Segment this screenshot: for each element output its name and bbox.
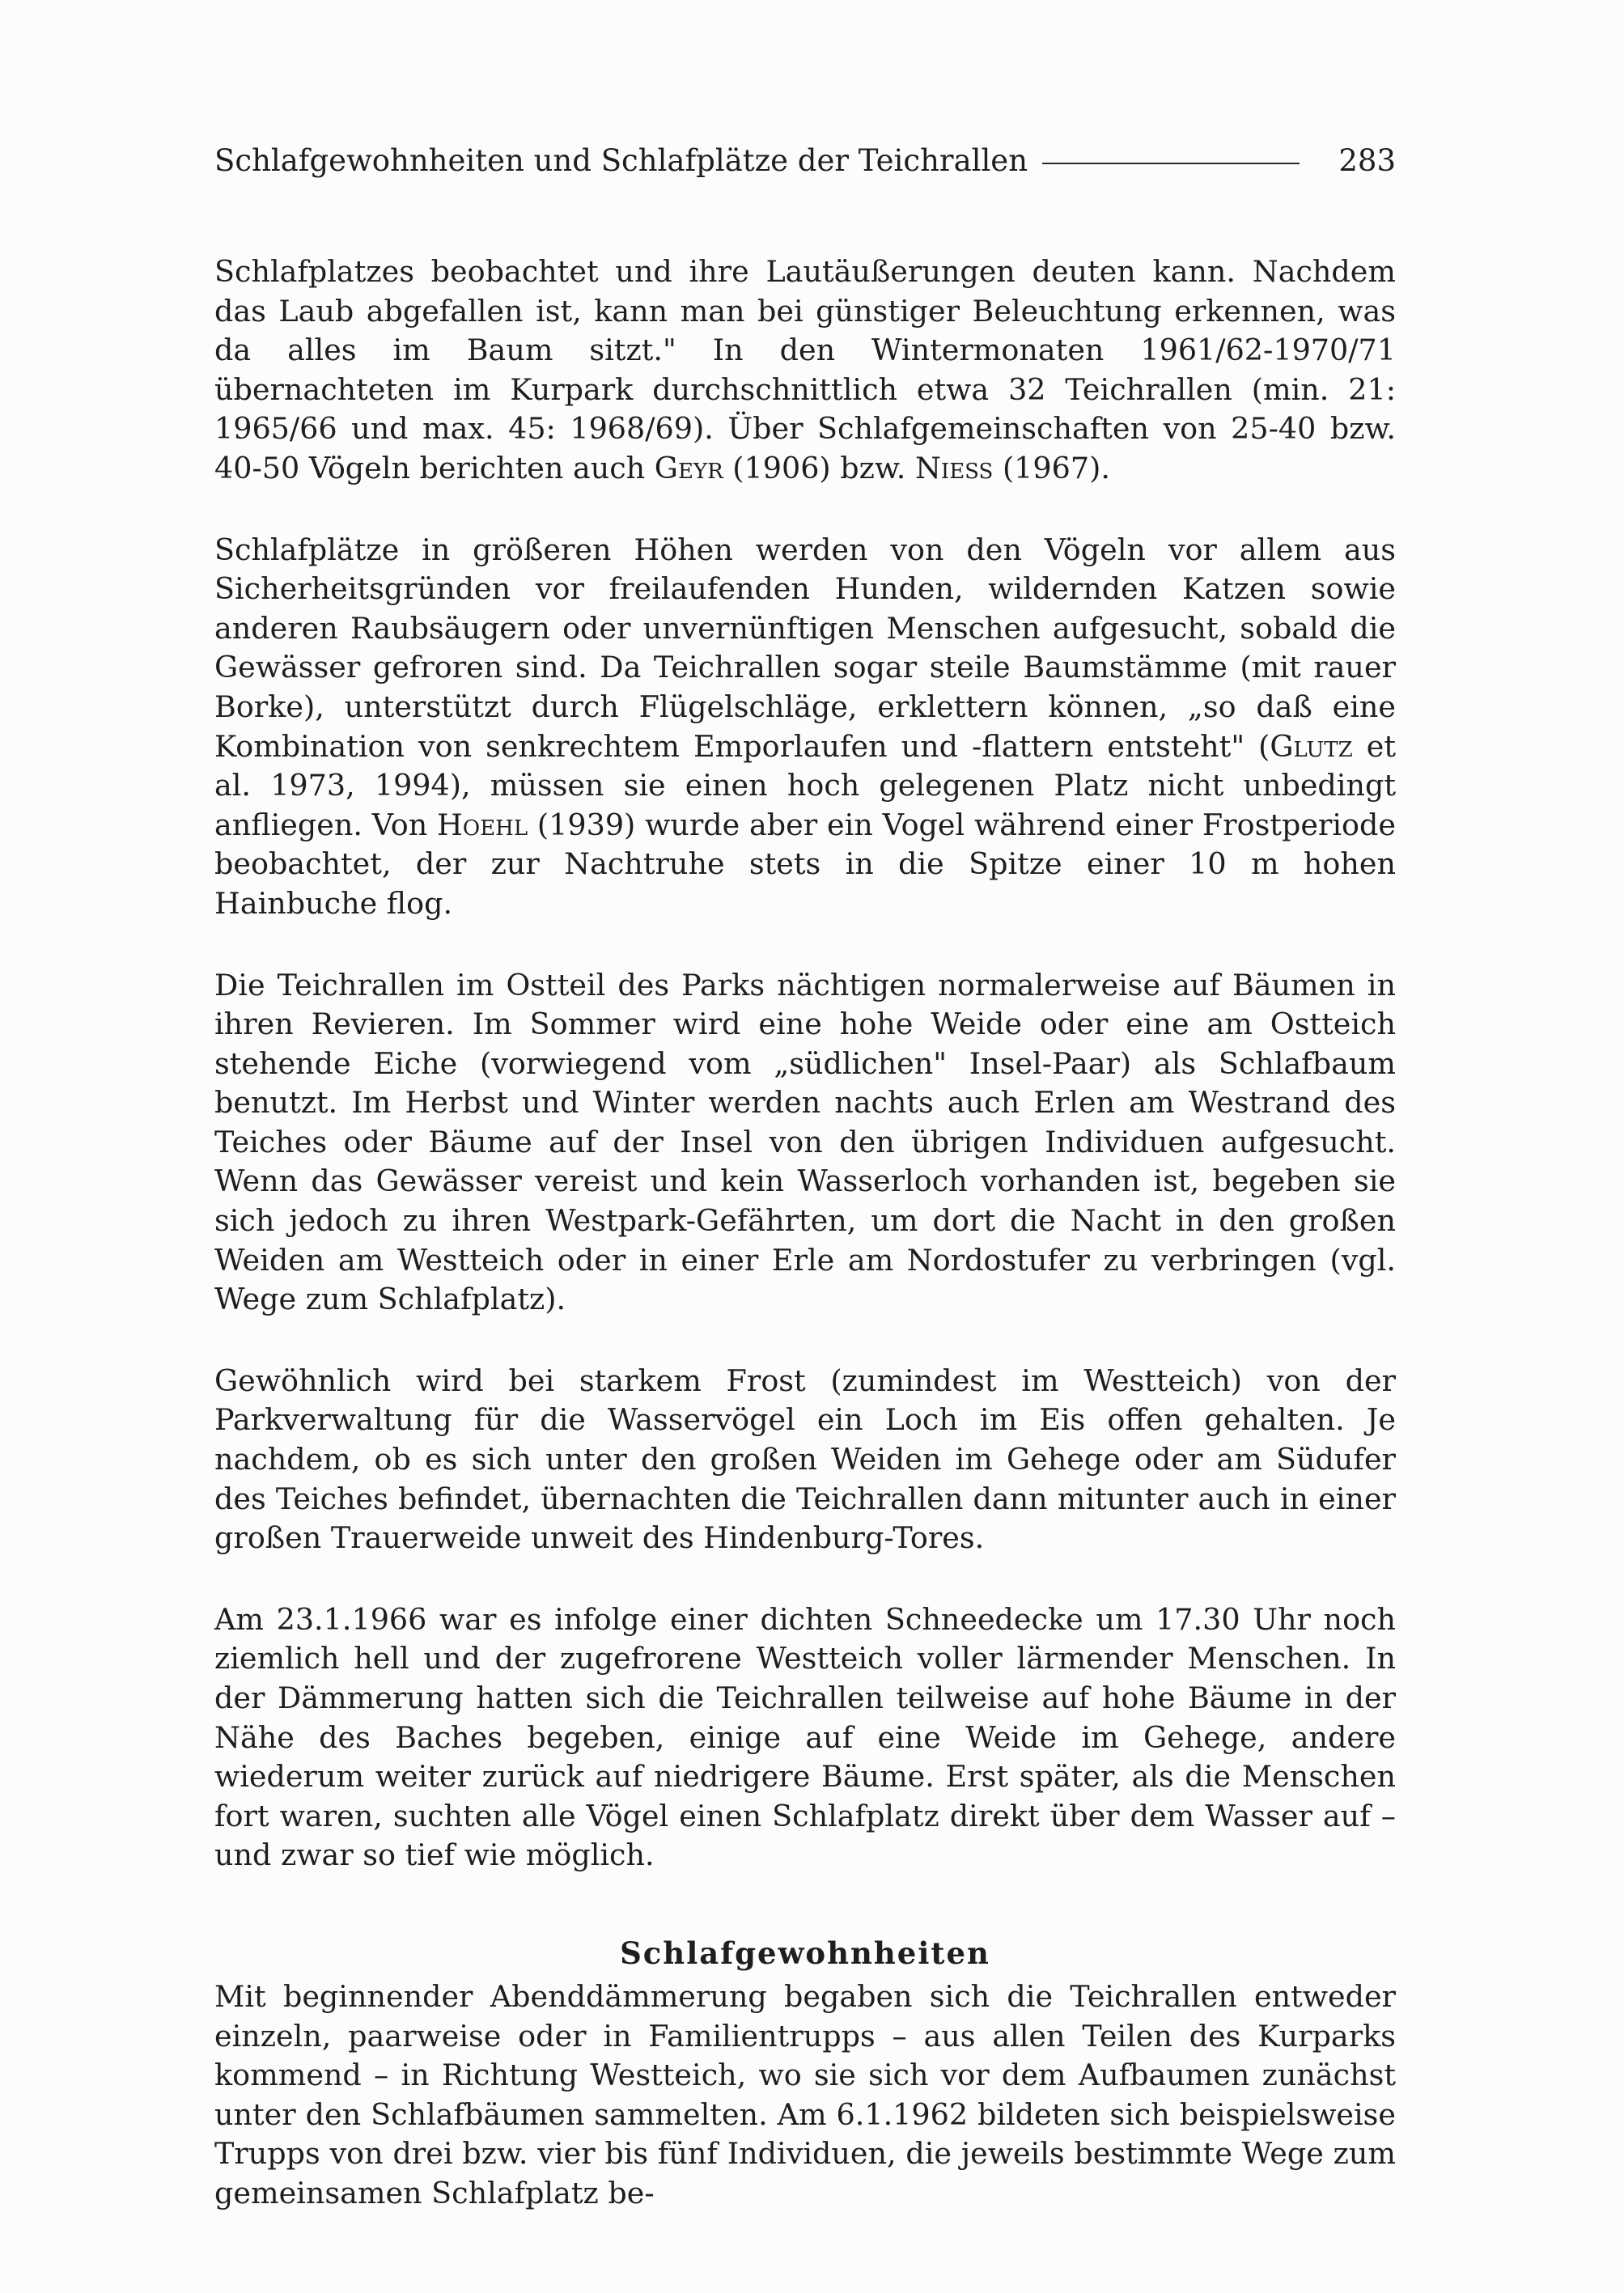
paragraph-5: Am 23.1.1966 war es infolge einer dichten Schneedecke um 17.30 Uhr noch ziemlich hell und der zugefrorene Westteich voller lärmender Menschen. In der Dämmerung hatten sich die Teichrallen teilweise auf hohe Bäume in der Nähe des Baches begeben, einige auf eine Weide im Gehege, andere wiederum weiter zurück auf niedrigere Bäume. Erst später, als die Menschen fort waren, suchten alle Vögel einen Schlafplatz direkt über dem Wasser auf – und zwar so tief wie möglich. [214, 1601, 1396, 1873]
paragraph-1-text-a: Schlafplatzes beobachtet und ihre Lautäußerungen deuten kann. Nachdem das Laub abgefallen ist, kann man bei günstiger Beleuchtung erkennen, was da alles im Baum sitzt." In den Wintermonaten 1961/62-1970/71 übernachteten im Kurpark durchschnittlich etwa 32 Teichrallen (min. 21: 1965/66 und max. 45: 1968/69). Über Schlafgemeinschaften von 25-40 bzw. 40-50 Vögeln berichten auch [214, 254, 1396, 485]
paragraph-2-text-c: (1939) wurde aber ein Vogel während einer Frostperiode beobachtet, der zur Nachtruhe stets in die Spitze einer 10 m hohen Hainbuche flog. [214, 807, 1396, 921]
paragraph-1 [214, 252, 1396, 489]
paragraph-4: Gewöhnlich wird bei starkem Frost (zumindest im Westteich) von der Parkverwaltung für die Wasservögel ein Loch im Eis offen gehalten. Je nachdem, ob es sich unter den großen Weiden im Gehege oder am Südufer des Teiches befindet, übernachten die Teichrallen dann mitunter auch in einer großen Trauerweide unweit des Hindenburg-Tores. [214, 1363, 1396, 1556]
book-page [214, 143, 1397, 2214]
running-header [214, 143, 1396, 178]
header-rule [1042, 163, 1300, 164]
author-niess: Nieß [914, 450, 994, 485]
paragraph-2-text-b: et al. 1973, 1994), müssen sie einen hoch gelegenen Platz nicht unbedingt anfliegen. Von [214, 728, 1397, 842]
section-paragraph-1: Mit beginnender Abenddämmerung begaben sich die Teichrallen entweder einzeln, paarweise oder in Familientrupps – aus allen Teilen des Kurparks kommend – in Richtung Westteich, wo sie sich vor dem Aufbaumen zunächst unter den Schlafbäumen sammelten. Am 6.1.1962 bildeten sich beispielsweise Trupps von drei bzw. vier bis fünf Individuen, die jeweils bestimmte Wege zum gemeinsamen Schlafplatz be- [214, 1978, 1396, 2210]
paragraph-1-text-b: (1906) bzw. [723, 450, 915, 485]
page-number: 283 [1338, 143, 1396, 178]
paragraph-2-text-a: Schlafplätze in größeren Höhen werden von den Vögeln vor allem aus Sicherheitsgründen vor freilaufenden Hunden, wildernden Katzen sowie anderen Raubsäugern oder unvernünftigen Menschen aufgesucht, sobald die Gewässer gefroren sind. Da Teichrallen sogar steile Baumstämme (mit rauer Borke), unterstützt durch Flügelschläge, erklettern können, „so daß eine Kombination von senkrechtem Emporlaufen und -flattern entsteht" ( [214, 532, 1396, 764]
author-glutz: Glutz [1270, 728, 1353, 764]
paragraph-1-text-c: (1967). [993, 450, 1110, 485]
paragraph-3: Die Teichrallen im Ostteil des Parks nächtigen normalerweise auf Bäumen in ihren Revieren. Im Sommer wird eine hohe Weide oder eine am Ostteich stehende Eiche (vorwiegend vom „südlichen" Insel-Paar) als Schlafbaum benutzt. Im Herbst und Winter werden nachts auch Erlen am Westrand des Teiches oder Bäume auf der Insel von den übrigen Individuen aufgesucht. Wenn das Gewässer vereist und kein Wasserloch vorhanden ist, begeben sie sich jedoch zu ihren Westpark-Gefährten, um dort die Nacht in den großen Weiden am Westteich oder in einer Erle am Nordostufer zu verbringen (vgl. Wege zum Schlafplatz). [214, 967, 1396, 1317]
paragraph-2 [214, 531, 1396, 924]
author-hoehl: Hoehl [437, 807, 528, 842]
running-title: Schlafgewohnheiten und Schlafplätze der Teichrallen [214, 143, 1028, 178]
author-geyr: Geyr [654, 450, 723, 485]
section-heading: Schlafgewohnheiten [620, 1935, 990, 1971]
